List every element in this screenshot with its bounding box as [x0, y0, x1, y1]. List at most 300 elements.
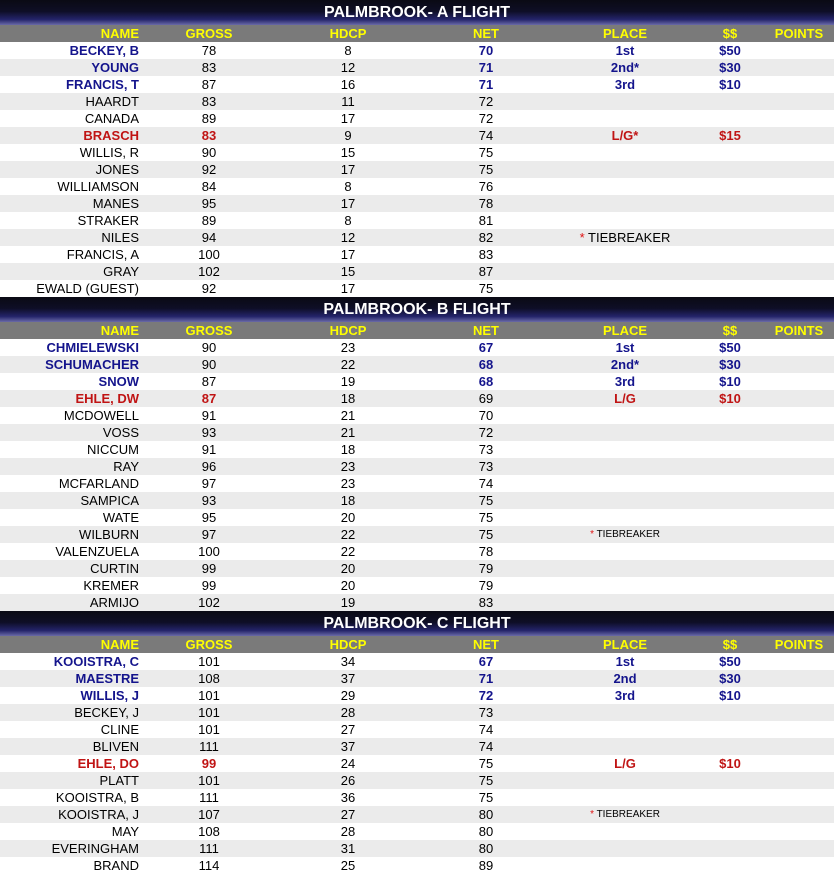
handicap: 24	[340, 756, 356, 771]
net-score: 83	[478, 595, 494, 610]
prize-money	[704, 441, 756, 458]
place	[575, 772, 675, 789]
player-name: BRASCH	[83, 128, 139, 143]
net-score: 70	[478, 43, 494, 58]
place	[575, 441, 675, 458]
player-name: MAY	[111, 824, 139, 839]
net-score: 89	[478, 858, 494, 873]
table-row	[0, 806, 834, 823]
place	[575, 424, 675, 441]
player-name: YOUNG	[91, 60, 139, 75]
gross-score: 101	[198, 722, 220, 737]
net-score: 68	[478, 357, 494, 372]
gross-score: 95	[201, 510, 217, 525]
player-name: ARMIJO	[89, 595, 139, 610]
column-header-row	[0, 636, 834, 653]
table-row	[0, 127, 834, 144]
table-row	[0, 857, 834, 874]
gross-score: 99	[201, 561, 217, 576]
prize-money	[704, 823, 756, 840]
place	[575, 229, 675, 246]
player-name: CANADA	[84, 111, 139, 126]
handicap: 19	[340, 374, 356, 389]
table-row	[0, 492, 834, 509]
prize-money: $50	[719, 43, 741, 58]
gross-score: 99	[201, 578, 217, 593]
net-score: 72	[478, 688, 494, 703]
gross-score: 83	[201, 94, 217, 109]
gross-score: 93	[201, 493, 217, 508]
handicap: 12	[340, 230, 356, 245]
gross-score: 101	[198, 773, 220, 788]
place	[575, 458, 675, 475]
net-score: 79	[478, 578, 494, 593]
table-row	[0, 76, 834, 93]
gross-score: 92	[201, 281, 217, 296]
player-name: EHLE, DW	[75, 391, 139, 406]
money-header: $$	[722, 323, 738, 338]
handicap: 23	[340, 476, 356, 491]
place	[575, 475, 675, 492]
money-header: $$	[722, 637, 738, 652]
net-score: 72	[478, 111, 494, 126]
place: 1st	[615, 654, 635, 669]
handicap: 23	[340, 459, 356, 474]
handicap: 20	[340, 510, 356, 525]
money-header: $$	[722, 26, 738, 41]
handicap: 28	[340, 705, 356, 720]
place: 2nd*	[610, 357, 640, 372]
table-row	[0, 59, 834, 76]
table-row	[0, 212, 834, 229]
place	[575, 161, 675, 178]
place: 1st	[615, 43, 635, 58]
prize-money	[704, 543, 756, 560]
gross-header: GROSS	[185, 26, 233, 41]
place	[575, 721, 675, 738]
place	[575, 110, 675, 127]
table-row	[0, 356, 834, 373]
name-header: NAME	[100, 26, 139, 41]
handicap: 27	[340, 807, 356, 822]
player-name: CURTIN	[90, 561, 139, 576]
gross-header: GROSS	[185, 323, 233, 338]
table-row	[0, 543, 834, 560]
table-row	[0, 509, 834, 526]
place	[575, 93, 675, 110]
prize-money	[704, 246, 756, 263]
gross-score: 102	[198, 264, 220, 279]
handicap: 21	[340, 408, 356, 423]
player-name: RAY	[113, 459, 139, 474]
net-header: NET	[473, 637, 499, 652]
net-score: 73	[478, 442, 494, 457]
player-name: VALENZUELA	[55, 544, 139, 559]
player-name: WILBURN	[79, 527, 139, 542]
place: 2nd	[613, 671, 637, 686]
handicap: 17	[340, 162, 356, 177]
gross-score: 89	[201, 213, 217, 228]
player-name: NICCUM	[87, 442, 139, 457]
handicap: 8	[344, 179, 352, 194]
net-score: 71	[478, 60, 494, 75]
prize-money: $30	[719, 60, 741, 75]
place: 2nd*	[610, 60, 640, 75]
tiebreaker-text: TIEBREAKER	[596, 529, 660, 540]
net-score: 75	[478, 527, 494, 542]
tiebreaker-text: TIEBREAKER	[588, 230, 671, 245]
gross-score: 111	[199, 790, 219, 805]
net-score: 75	[478, 790, 494, 805]
place	[575, 246, 675, 263]
player-name: KREMER	[83, 578, 139, 593]
prize-money: $10	[719, 756, 741, 771]
handicap: 23	[340, 340, 356, 355]
table-row	[0, 424, 834, 441]
handicap: 17	[340, 281, 356, 296]
net-score: 72	[478, 425, 494, 440]
player-name: CHMIELEWSKI	[46, 340, 139, 355]
table-row	[0, 373, 834, 390]
net-score: 73	[478, 705, 494, 720]
table-row	[0, 577, 834, 594]
place	[575, 738, 675, 755]
handicap: 19	[340, 595, 356, 610]
gross-score: 89	[201, 111, 217, 126]
handicap: 21	[340, 425, 356, 440]
net-score: 74	[478, 128, 494, 143]
table-row	[0, 823, 834, 840]
prize-money	[704, 178, 756, 195]
player-name: BRAND	[93, 858, 139, 873]
net-score: 70	[478, 408, 494, 423]
prize-money	[704, 195, 756, 212]
net-score: 74	[478, 476, 494, 491]
net-score: 82	[478, 230, 494, 245]
place: 3rd	[614, 77, 636, 92]
flight-title: PALMBROOK- C FLIGHT	[0, 611, 834, 636]
gross-score: 83	[201, 60, 217, 75]
table-row	[0, 263, 834, 280]
table-row	[0, 93, 834, 110]
net-score: 75	[478, 756, 494, 771]
place	[575, 806, 675, 823]
gross-score: 87	[201, 77, 217, 92]
gross-score: 108	[198, 671, 220, 686]
net-score: 75	[478, 493, 494, 508]
player-name: GRAY	[103, 264, 139, 279]
net-score: 81	[478, 213, 494, 228]
flight-title: PALMBROOK- A FLIGHT	[0, 0, 834, 25]
handicap: 18	[340, 391, 356, 406]
player-name: KOOISTRA, C	[53, 654, 139, 669]
column-header-row	[0, 25, 834, 42]
player-name: EVERINGHAM	[51, 841, 139, 856]
table-row	[0, 458, 834, 475]
net-score: 76	[478, 179, 494, 194]
table-row	[0, 42, 834, 59]
prize-money	[704, 280, 756, 297]
handicap: 25	[340, 858, 356, 873]
player-name: HAARDT	[85, 94, 139, 109]
table-row	[0, 755, 834, 772]
handicap: 11	[341, 94, 355, 109]
gross-score: 92	[201, 162, 217, 177]
prize-money	[704, 93, 756, 110]
place	[575, 178, 675, 195]
player-name: KOOISTRA, B	[55, 790, 139, 805]
handicap: 22	[340, 544, 356, 559]
net-score: 83	[478, 247, 494, 262]
prize-money: $50	[719, 654, 741, 669]
name-header: NAME	[100, 323, 139, 338]
prize-money: $15	[719, 128, 741, 143]
gross-score: 87	[201, 391, 217, 406]
flight-section	[0, 297, 834, 611]
net-score: 78	[478, 544, 494, 559]
table-row	[0, 594, 834, 611]
table-row	[0, 110, 834, 127]
gross-score: 90	[201, 357, 217, 372]
prize-money	[704, 407, 756, 424]
prize-money	[704, 772, 756, 789]
player-name: NILES	[101, 230, 139, 245]
handicap: 29	[340, 688, 356, 703]
player-name: MANES	[92, 196, 139, 211]
player-name: VOSS	[102, 425, 139, 440]
table-row	[0, 339, 834, 356]
handicap: 36	[340, 790, 356, 805]
place	[575, 492, 675, 509]
gross-score: 97	[201, 527, 217, 542]
player-name: JONES	[95, 162, 139, 177]
net-score: 71	[478, 77, 494, 92]
table-row	[0, 229, 834, 246]
table-row	[0, 144, 834, 161]
handicap: 22	[340, 527, 356, 542]
handicap: 22	[340, 357, 356, 372]
place	[575, 789, 675, 806]
player-name: PLATT	[99, 773, 139, 788]
handicap: 31	[340, 841, 356, 856]
handicap: 8	[344, 43, 352, 58]
place: L/G	[614, 391, 636, 406]
handicap: 8	[344, 213, 352, 228]
handicap: 18	[340, 493, 356, 508]
place	[575, 526, 675, 543]
player-name: CLINE	[100, 722, 139, 737]
player-name: MAESTRE	[75, 671, 139, 686]
prize-money	[704, 424, 756, 441]
prize-money: $10	[719, 688, 741, 703]
player-name: MCFARLAND	[58, 476, 139, 491]
prize-money	[704, 704, 756, 721]
prize-money	[704, 144, 756, 161]
net-score: 67	[478, 340, 494, 355]
prize-money	[704, 789, 756, 806]
gross-score: 83	[201, 128, 217, 143]
player-name: EHLE, DO	[77, 756, 139, 771]
gross-score: 111	[199, 739, 219, 754]
gross-score: 100	[198, 247, 220, 262]
net-score: 75	[478, 510, 494, 525]
prize-money	[704, 806, 756, 823]
net-score: 80	[478, 807, 494, 822]
gross-score: 91	[201, 408, 217, 423]
handicap: 15	[340, 145, 356, 160]
player-name: BECKEY, B	[69, 43, 139, 58]
net-score: 73	[478, 459, 494, 474]
place	[575, 543, 675, 560]
table-row	[0, 280, 834, 297]
gross-header: GROSS	[185, 637, 233, 652]
gross-score: 111	[199, 841, 219, 856]
gross-score: 101	[198, 688, 220, 703]
place: L/G*	[611, 128, 639, 143]
hdcp-header: HDCP	[329, 26, 367, 41]
player-name: WATE	[102, 510, 139, 525]
handicap: 17	[340, 196, 356, 211]
handicap: 28	[340, 824, 356, 839]
table-row	[0, 738, 834, 755]
table-row	[0, 789, 834, 806]
points-header: POINTS	[774, 26, 824, 41]
player-name: EWALD (GUEST)	[36, 281, 139, 296]
table-row	[0, 840, 834, 857]
net-score: 69	[478, 391, 494, 406]
table-row	[0, 441, 834, 458]
place	[575, 857, 675, 874]
points-header: POINTS	[774, 637, 824, 652]
prize-money	[704, 161, 756, 178]
prize-money	[704, 212, 756, 229]
table-row	[0, 178, 834, 195]
prize-money	[704, 857, 756, 874]
handicap: 27	[340, 722, 356, 737]
flight-section	[0, 0, 834, 297]
prize-money: $10	[719, 391, 741, 406]
handicap: 37	[340, 671, 356, 686]
handicap: 16	[340, 77, 356, 92]
name-header: NAME	[100, 637, 139, 652]
player-name: SCHUMACHER	[45, 357, 139, 372]
hdcp-header: HDCP	[329, 323, 367, 338]
net-score: 72	[478, 94, 494, 109]
place	[575, 509, 675, 526]
player-name: BLIVEN	[92, 739, 139, 754]
prize-money	[704, 229, 756, 246]
player-name: FRANCIS, A	[66, 247, 139, 262]
table-row	[0, 670, 834, 687]
place	[575, 823, 675, 840]
net-score: 79	[478, 561, 494, 576]
table-row	[0, 407, 834, 424]
net-score: 67	[478, 654, 494, 669]
prize-money: $10	[719, 77, 741, 92]
table-row	[0, 526, 834, 543]
player-name: FRANCIS, T	[66, 77, 139, 92]
table-row	[0, 475, 834, 492]
gross-score: 101	[198, 705, 220, 720]
handicap: 20	[340, 561, 356, 576]
net-score: 80	[478, 824, 494, 839]
handicap: 17	[340, 111, 356, 126]
place-header: PLACE	[602, 637, 648, 652]
prize-money	[704, 721, 756, 738]
gross-score: 91	[201, 442, 217, 457]
gross-score: 90	[201, 340, 217, 355]
net-score: 74	[478, 739, 494, 754]
place: 3rd	[614, 374, 636, 389]
handicap: 12	[340, 60, 356, 75]
flight-title: PALMBROOK- B FLIGHT	[0, 297, 834, 322]
table-row	[0, 560, 834, 577]
player-name: STRAKER	[77, 213, 139, 228]
points-header: POINTS	[774, 323, 824, 338]
column-header-row	[0, 322, 834, 339]
gross-score: 100	[198, 544, 220, 559]
player-name: SNOW	[98, 374, 139, 389]
table-row	[0, 721, 834, 738]
prize-money: $50	[719, 340, 741, 355]
handicap: 18	[340, 442, 356, 457]
gross-score: 95	[201, 196, 217, 211]
table-row	[0, 772, 834, 789]
prize-money	[704, 458, 756, 475]
net-score: 68	[478, 374, 494, 389]
gross-score: 107	[198, 807, 220, 822]
gross-score: 108	[198, 824, 220, 839]
table-row	[0, 195, 834, 212]
gross-score: 87	[201, 374, 217, 389]
flight-section	[0, 611, 834, 874]
gross-score: 114	[198, 858, 220, 873]
gross-score: 78	[201, 43, 217, 58]
handicap: 26	[340, 773, 356, 788]
net-score: 71	[478, 671, 494, 686]
net-header: NET	[473, 323, 499, 338]
tiebreaker-asterisk: *	[579, 230, 585, 245]
gross-score: 99	[201, 756, 217, 771]
player-name: WILLIS, J	[80, 688, 139, 703]
player-name: KOOISTRA, J	[58, 807, 139, 822]
hdcp-header: HDCP	[329, 637, 367, 652]
net-score: 75	[478, 281, 494, 296]
place	[575, 840, 675, 857]
place	[575, 577, 675, 594]
player-name: WILLIS, R	[79, 145, 139, 160]
place	[575, 212, 675, 229]
place-header: PLACE	[602, 26, 648, 41]
table-row	[0, 161, 834, 178]
player-name: SAMPICA	[80, 493, 139, 508]
player-name: WILLIAMSON	[57, 179, 139, 194]
gross-score: 97	[201, 476, 217, 491]
place	[575, 704, 675, 721]
prize-money: $30	[719, 671, 741, 686]
place: 1st	[615, 340, 635, 355]
gross-score: 101	[198, 654, 220, 669]
handicap: 17	[340, 247, 356, 262]
place	[575, 280, 675, 297]
net-score: 78	[478, 196, 494, 211]
tiebreaker-text: TIEBREAKER	[596, 809, 660, 820]
handicap: 20	[340, 578, 356, 593]
place	[575, 263, 675, 280]
place	[575, 144, 675, 161]
place	[575, 195, 675, 212]
place	[575, 560, 675, 577]
